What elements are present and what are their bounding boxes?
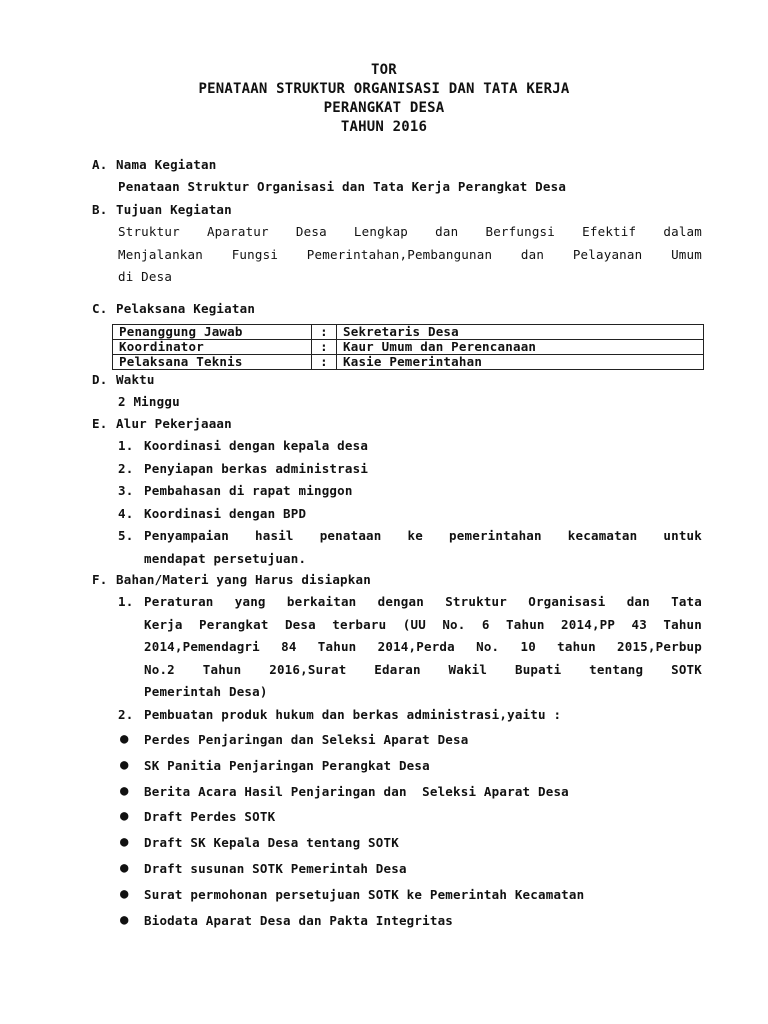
section-d-heading: Waktu: [116, 372, 155, 387]
section-c: [92, 298, 702, 370]
title-line-perangkat: PERANGKAT DESA: [323, 100, 445, 116]
list-item-text: Pembuatan produk hukum dan berkas administrasi,yaitu :: [144, 706, 562, 722]
title-line-tor: TOR: [371, 62, 397, 78]
section-e-letter: E.: [92, 416, 108, 431]
section-a-heading: Nama Kegiatan: [116, 157, 217, 172]
materi-list: [118, 591, 702, 726]
table-cell-separator: :: [312, 325, 337, 340]
table-row: [113, 355, 704, 370]
list-item-text-line-5: Pemerintah Desa): [144, 684, 268, 699]
section-c-heading: Pelaksana Kegiatan: [116, 301, 256, 316]
bullet-icon: ●: [120, 911, 129, 928]
list-item-text-line-1: Peraturan yang berkaitan dengan Struktur Organisasi dan Tata: [144, 594, 702, 609]
bullet-item-text: Draft SK Kepala Desa tentang SOTK: [144, 835, 399, 851]
list-item: [118, 435, 702, 458]
list-item-text: Pembahasan di rapat minggon: [144, 483, 353, 498]
section-b-line-3: di Desa: [118, 269, 173, 284]
bullet-item: [120, 753, 702, 779]
list-item-text-line-3: 2014,Pemendagri 84 Tahun 2014,Perda No. 10 tahun 2015,Perbup: [144, 639, 702, 654]
table-cell-separator: :: [312, 355, 337, 370]
table-cell-person: Kaur Umum dan Perencanaan: [337, 340, 704, 355]
list-item-number: 4.: [118, 505, 134, 521]
list-item-text: Koordinasi dengan BPD: [144, 505, 307, 521]
section-f: [92, 569, 702, 933]
section-b-line-2: Menjalankan Fungsi Pemerintahan,Pembangunan dan Pelayanan Umum: [118, 246, 702, 262]
bullet-icon: ●: [120, 782, 129, 799]
section-a-letter: A.: [92, 157, 108, 172]
table-cell-role: Penanggung Jawab: [113, 325, 312, 340]
title-line-year: TAHUN 2016: [340, 119, 428, 135]
bullet-item-text: SK Panitia Penjaringan Perangkat Desa: [144, 757, 430, 773]
bullet-item-text: Biodata Aparat Desa dan Pakta Integritas: [144, 912, 454, 928]
section-b: [92, 199, 702, 289]
list-item-text-line-2: mendapat persetujuan.: [144, 550, 307, 566]
section-d: [92, 369, 702, 414]
list-item: [118, 480, 702, 503]
list-item: [118, 704, 702, 727]
section-b-line-1: Struktur Aparatur Desa Lengkap dan Berfungsi Efektif dalam: [118, 224, 702, 239]
bullet-item: [120, 856, 702, 882]
list-item: [118, 458, 702, 481]
title-line-main: PENATAAN STRUKTUR ORGANISASI DAN TATA KERJA: [198, 81, 570, 97]
bullet-item-text: Perdes Penjaringan dan Seleksi Aparat Desa: [144, 732, 469, 747]
table-cell-role: Pelaksana Teknis: [113, 355, 312, 370]
bullet-icon: ●: [120, 756, 129, 773]
list-item-text-line-2: Kerja Perangkat Desa terbaru (UU No. 6 Tahun 2014,PP 43 Tahun: [144, 616, 702, 632]
table-row: [113, 340, 704, 355]
list-item-number: 5.: [118, 528, 134, 543]
list-item: [118, 525, 702, 570]
alur-list: [118, 435, 702, 570]
bullet-icon: ●: [120, 885, 129, 902]
table-row: [113, 325, 704, 340]
table-cell-person: Sekretaris Desa: [337, 325, 704, 340]
bullet-item-text: Berita Acara Hasil Penjaringan dan Seleksi Aparat Desa: [144, 783, 569, 799]
list-item-text: Koordinasi dengan kepala desa: [144, 438, 369, 453]
bullet-item: [120, 779, 702, 805]
list-item-number: 2.: [118, 706, 134, 722]
section-b-heading: Tujuan Kegiatan: [116, 202, 232, 217]
section-a: [92, 154, 702, 199]
section-e: [92, 413, 702, 570]
list-item-number: 1.: [118, 594, 134, 609]
bullet-icon: ●: [120, 834, 129, 851]
bullet-item: [120, 727, 702, 753]
list-item-number: 2.: [118, 460, 134, 476]
document-title: [0, 61, 768, 137]
section-f-heading: Bahan/Materi yang Harus disiapkan: [116, 572, 371, 587]
list-item-number: 1.: [118, 438, 134, 453]
bullet-item-text: Draft Perdes SOTK: [144, 809, 276, 825]
bullet-item-text: Draft susunan SOTK Pemerintah Desa: [144, 860, 407, 876]
list-item-text-line-4: No.2 Tahun 2016,Surat Edaran Wakil Bupati tentang SOTK: [144, 661, 702, 677]
bullet-item: [120, 830, 702, 856]
section-b-letter: B.: [92, 202, 108, 217]
list-item-text-line-1: Penyampaian hasil penataan ke pemerintahan kecamatan untuk: [144, 528, 702, 543]
list-item: [118, 591, 702, 704]
list-item-text: Penyiapan berkas administrasi: [144, 460, 369, 476]
list-item: [118, 503, 702, 526]
list-item-number: 3.: [118, 483, 134, 498]
section-d-text: 2 Minggu: [118, 394, 180, 409]
section-a-text: Penataan Struktur Organisasi dan Tata Kerja Perangkat Desa: [118, 179, 567, 194]
section-d-letter: D.: [92, 372, 108, 387]
bullet-item-text: Surat permohonan persetujuan SOTK ke Pemerintah Kecamatan: [144, 886, 585, 902]
materi-bullet-list: [120, 727, 702, 933]
section-f-letter: F.: [92, 572, 108, 587]
bullet-icon: ●: [120, 808, 129, 825]
table-cell-role: Koordinator: [113, 340, 312, 355]
section-e-heading: Alur Pekerjaaan: [116, 416, 232, 431]
bullet-icon: ●: [120, 859, 129, 876]
bullet-item: [120, 908, 702, 934]
section-c-letter: C.: [92, 301, 108, 316]
bullet-icon: ●: [120, 731, 129, 747]
bullet-item: [120, 804, 702, 830]
pelaksana-table: [112, 324, 704, 370]
bullet-item: [120, 882, 702, 908]
table-cell-person: Kasie Pemerintahan: [337, 355, 704, 370]
table-cell-separator: :: [312, 340, 337, 355]
